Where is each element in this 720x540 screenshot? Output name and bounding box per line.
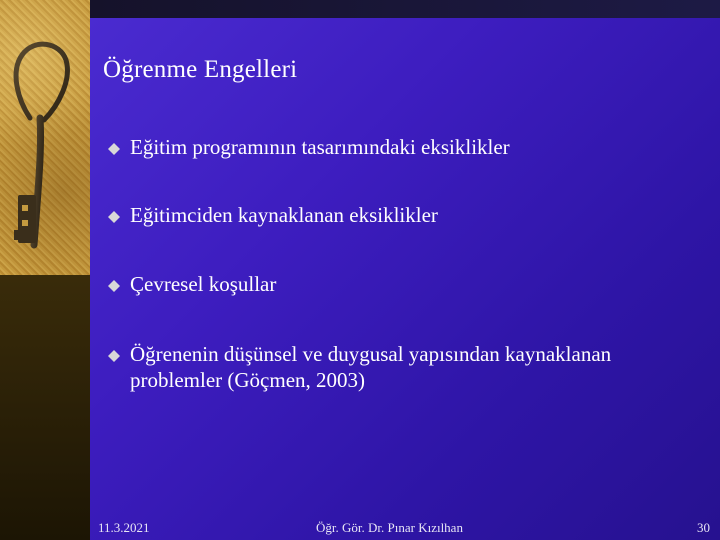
bullet-item — [108, 271, 708, 297]
footer-author: Öğr. Gör. Dr. Pınar Kızılhan — [316, 520, 463, 535]
key-photo — [0, 0, 90, 275]
top-bar — [90, 0, 720, 18]
footer-date: 11.3.2021 — [98, 520, 150, 535]
diamond-bullet-icon — [108, 350, 120, 362]
bullet-text: Çevresel koşullar — [130, 272, 277, 296]
bullet-text: Eğitimciden kaynaklanan eksiklikler — [130, 203, 438, 227]
bullet-item — [108, 341, 683, 393]
diamond-bullet-icon — [108, 280, 120, 292]
slide-title: Öğrenme Engelleri — [103, 56, 298, 83]
bullet-item — [108, 134, 708, 160]
bullet-item — [108, 202, 708, 228]
footer-page-number: 30 — [697, 520, 710, 535]
diamond-bullet-icon — [108, 211, 120, 223]
bullet-text: Eğitim programının tasarımındaki eksiklikler — [130, 135, 510, 159]
bullet-text: Öğrenenin düşünsel ve duygusal yapısından kaynaklanan problemler (Göçmen, 2003) — [130, 342, 612, 392]
antique-key-icon — [0, 0, 90, 275]
diamond-bullet-icon — [108, 143, 120, 155]
